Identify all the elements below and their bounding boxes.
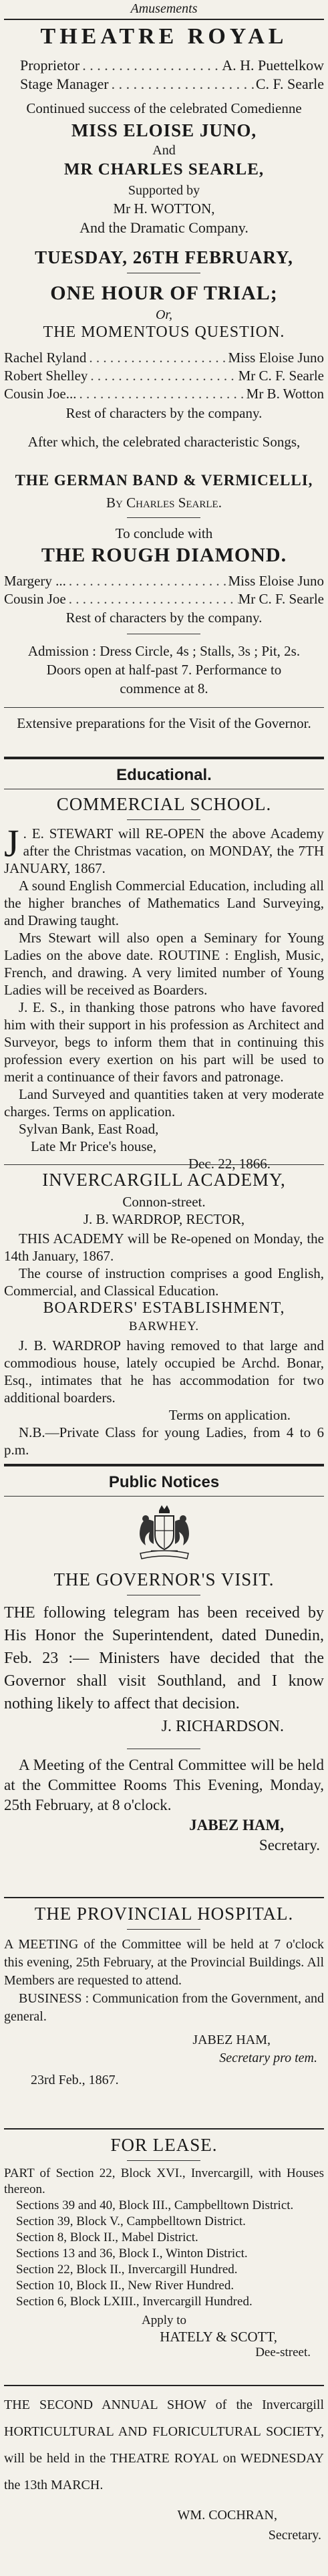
role-label: Proprietor bbox=[20, 57, 80, 74]
to-conclude: To conclude with bbox=[115, 525, 213, 541]
meeting-signature: JABEZ HAM, bbox=[189, 1817, 284, 1833]
rule bbox=[4, 757, 324, 759]
drop-capital: J bbox=[4, 821, 19, 865]
cast-role: Cousin Joe... bbox=[4, 386, 77, 402]
cast-name: Miss Eloise Juno bbox=[228, 573, 324, 589]
horticultural-show-notice bbox=[4, 2392, 324, 2545]
governors-visit-notice bbox=[4, 1601, 324, 1738]
school-paragraph-4: J. E. S., in thanking those patrons who have favored him with their support in his profession as Architect and Surveyor, begs to inform them that in continuing this profession every exertion on his part will be used to merit a continuance of their favors and patronage. bbox=[4, 999, 324, 1085]
star-name: MISS ELOISE JUNO, bbox=[71, 120, 257, 140]
rule bbox=[127, 2160, 200, 2161]
lease-item: Section 8, Block II., Mabel District. bbox=[16, 2230, 198, 2244]
rule bbox=[4, 1464, 324, 1466]
barwhey: BARWHEY. bbox=[128, 1319, 200, 1333]
cast-name: Mr C. F. Searle bbox=[238, 591, 324, 607]
lease-item: Sections 13 and 36, Block I., Winton District. bbox=[16, 2246, 248, 2261]
cast-name: Mr C. F. Searle bbox=[238, 368, 324, 384]
school-announcement bbox=[4, 821, 324, 1172]
school-address-2: Late Mr Price's house, bbox=[31, 1138, 157, 1154]
academy-paragraph-1: THIS ACADEMY will be Re-opened on Monday, the 14th January, 1867. bbox=[4, 1231, 324, 1264]
continued-success: Continued success of the celebrated Comedienne bbox=[26, 100, 302, 116]
or-text: Or, bbox=[155, 307, 172, 322]
lease-agent: HATELY & SCOTT, bbox=[160, 2329, 277, 2345]
lease-item: Sections 39 and 40, Block III., Campbelltown District. bbox=[16, 2198, 294, 2212]
after-which: After which, the celebrated characteristic Songs, bbox=[27, 434, 301, 450]
play-one-subtitle: THE MOMENTOUS QUESTION. bbox=[43, 324, 285, 341]
rest-of-characters: Rest of characters by the company. bbox=[65, 405, 263, 421]
play-two-title: THE ROUGH DIAMOND. bbox=[41, 544, 287, 566]
by-searle: By Charles Searle. bbox=[106, 495, 222, 511]
meeting-body-text: A Meeting of the Central Committee will be held at the Committee Rooms This Evening, Monday, 25th February, at 8 o'clock. bbox=[4, 1757, 324, 1813]
role-name: A. H. Puettelkow bbox=[222, 57, 324, 74]
admission-prices: Admission : Dress Circle, 4s ; Stalls, 3s ; Pit, 2s. Doors open at half-past 7. Performance to commence at 8. bbox=[27, 643, 301, 696]
educational-heading: Educational. bbox=[116, 766, 212, 784]
show-signature: WM. COCHRAN, bbox=[177, 2508, 277, 2523]
and-text: And bbox=[152, 143, 176, 158]
lease-first-item: PART of Section 22, Block XVI., Invercargill, with Houses thereon. bbox=[4, 2166, 324, 2196]
boarders-paragraph: J. B. WARDROP having removed to that large and commodious house, lately occupied be Archd. Bonar, Esq., intimates that he has accommodation for two additional boarders. bbox=[4, 1337, 324, 1406]
central-committee-notice bbox=[4, 1755, 324, 1855]
visit-signature: J. RICHARDSON. bbox=[161, 1718, 284, 1735]
play-one-title: ONE HOUR OF TRIAL; bbox=[50, 282, 278, 304]
theatre-title: THEATRE ROYAL bbox=[40, 24, 288, 49]
for-lease-title: FOR LEASE. bbox=[110, 2135, 218, 2155]
hospital-signature: JABEZ HAM, bbox=[192, 2033, 271, 2047]
academy-title: INVERCARGILL ACADEMY, bbox=[42, 1170, 286, 1190]
dramatic-company: And the Dramatic Company. bbox=[79, 219, 249, 236]
lease-item: Section 6, Block LXIII., Invercargill Hundred. bbox=[16, 2295, 253, 2309]
royal-coat-of-arms-icon bbox=[131, 1501, 198, 1565]
rule bbox=[4, 19, 324, 20]
amusements-header: Amusements bbox=[130, 1, 198, 16]
school-date: Dec. 22, 1866. bbox=[188, 1156, 271, 1172]
governors-visit-title: THE GOVERNOR'S VISIT. bbox=[53, 1569, 275, 1589]
apply-to: Apply to bbox=[141, 2313, 187, 2327]
terms-on-application: Terms on application. bbox=[168, 1407, 291, 1423]
boarders-announcement bbox=[4, 1337, 324, 1458]
rule bbox=[4, 1897, 324, 1898]
show-body-text: THE SECOND ANNUAL SHOW of the Invercargill HORTICULTURAL AND FLORICULTURAL SOCIETY, will be held in the THEATRE ROYAL on WEDNESDAY the 13th MARCH. bbox=[4, 2398, 324, 2492]
hospital-signature-title: Secretary pro tem. bbox=[219, 2051, 317, 2065]
role-name: C. F. Searle bbox=[255, 76, 324, 92]
cast-role: Rachel Ryland bbox=[4, 350, 87, 366]
hospital-business: BUSINESS : Communication from the Government, and general. bbox=[4, 1991, 324, 2024]
cast-name: Mr B. Wotton bbox=[246, 386, 324, 402]
academy-rector: J. B. WARDROP, RECTOR, bbox=[83, 1211, 245, 1227]
academy-street: Connon-street. bbox=[122, 1194, 206, 1210]
school-address-1: Sylvan Bank, East Road, bbox=[19, 1121, 159, 1137]
cast-name: Miss Eloise Juno bbox=[228, 350, 324, 366]
cast-role: Cousin Joe bbox=[4, 591, 66, 607]
school-paragraph-3: Mrs Stewart will also open a Seminary for Young Ladies on the above date. ROUTINE : English, Music, French, and drawing. A very limited number of Young Ladies will be received as Boarders. bbox=[4, 930, 324, 998]
academy-paragraph-2: The course of instruction comprises a good English, Commercial, and Classical Education. bbox=[4, 1265, 324, 1299]
provincial-hospital-title: THE PROVINCIAL HOSPITAL. bbox=[34, 1904, 294, 1924]
supported-by: Supported by bbox=[128, 183, 200, 198]
role-label: Stage Manager bbox=[20, 76, 109, 92]
lease-notice bbox=[4, 2166, 324, 2361]
cast-list-two bbox=[4, 572, 324, 608]
rule bbox=[127, 1929, 200, 1930]
school-paragraph-2: A sound English Commercial Education, including all the higher branches of Mathematics Land Surveying, and Drawing taught. bbox=[4, 878, 324, 928]
lease-agent-street: Dee-street. bbox=[255, 2345, 311, 2359]
lease-item: Section 10, Block II., New River Hundred. bbox=[16, 2279, 234, 2293]
extensive-preparations: Extensive preparations for the Visit of the Governor. bbox=[17, 715, 311, 731]
nb-private-class: N.B.—Private Class for young Ladies, from 4 to 6 p.m. bbox=[4, 1424, 324, 1458]
public-notices-heading: Public Notices bbox=[108, 1473, 220, 1491]
show-signature-title: Secretary. bbox=[268, 2528, 321, 2543]
cast-list-one bbox=[4, 349, 324, 403]
rule bbox=[4, 707, 324, 708]
commercial-school-title: COMMERCIAL SCHOOL. bbox=[56, 794, 272, 814]
mr-wotton: Mr H. WOTTON, bbox=[113, 201, 215, 217]
cast-role: Margery ... bbox=[4, 573, 66, 589]
hospital-date: 23rd Feb., 1867. bbox=[31, 2073, 119, 2087]
lease-item: Section 39, Block V., Campbelltown District. bbox=[16, 2214, 246, 2228]
rule bbox=[4, 1164, 324, 1165]
school-paragraph-5: Land Surveyed and quantities taken at very moderate charges. Terms on application. bbox=[4, 1086, 324, 1120]
meeting-signature-title: Secretary. bbox=[259, 1837, 320, 1853]
cast-role: Robert Shelley bbox=[4, 368, 88, 384]
rule bbox=[127, 819, 200, 820]
academy-announcement bbox=[4, 1230, 324, 1299]
song-title: THE GERMAN BAND & VERMICELLI, bbox=[15, 472, 313, 489]
hospital-notice bbox=[4, 1936, 324, 2089]
co-star-name: MR CHARLES SEARLE, bbox=[63, 160, 265, 178]
rule bbox=[4, 2128, 324, 2130]
performance-date: TUESDAY, 26TH FEBRUARY, bbox=[35, 247, 293, 267]
theatre-roles bbox=[4, 56, 324, 94]
rule bbox=[4, 2385, 324, 2386]
rule bbox=[127, 517, 200, 518]
school-paragraph-1: J . E. STEWART will RE-OPEN the above Academy after the Christmas vacation, on MONDAY, the 7TH JANUARY, 1867. bbox=[4, 821, 324, 876]
lease-item: Section 22, Block II., Invercargill Hundred. bbox=[16, 2263, 238, 2277]
boarders-title: BOARDERS' ESTABLISHMENT, bbox=[43, 1299, 285, 1317]
hospital-body-text: A MEETING of the Committee will be held at 7 o'clock this evening, 25th February, at the Provincial Buildings. All Members are requested to attend. bbox=[4, 1937, 324, 1988]
rest-of-characters: Rest of characters by the company. bbox=[65, 610, 263, 626]
rule bbox=[4, 1496, 324, 1497]
visit-body-text: THE following telegram has been received by His Honor the Superintendent, dated Dunedin, Feb. 23 :— Ministers have decided that the Governor shall visit Southland, and I know nothing likely to affect that decision. bbox=[4, 1604, 324, 1712]
